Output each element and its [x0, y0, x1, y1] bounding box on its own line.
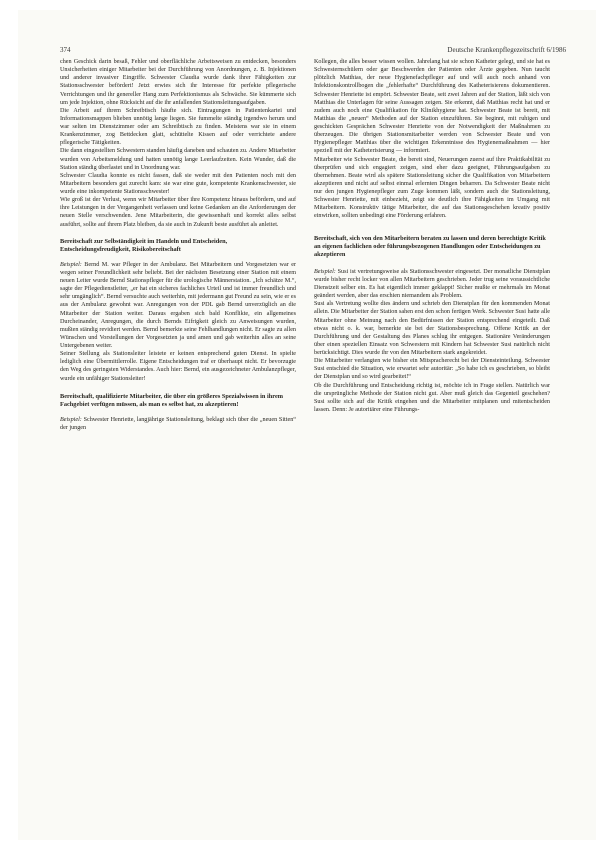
journal-header: Deutsche Krankenpflegezeitschrift 6/1986 [447, 46, 566, 54]
page-number: 374 [60, 46, 71, 54]
paragraph: Mitarbeiter wie Schwester Beate, die bereit sind, Neuerungen zuerst auf ihre Praktikabilität zu überprüfen und sich engagiert zeigen, sind eher dazu geeignet, Führungsaufgaben zu übernehmen. Beate wird als spätere Stationsleitung sicher die Qualifikation von Mitarbeitern akzeptieren und nicht auf selbst einmal erlernten Dingen beharren. Da Schwester Beate nicht nur den jungen Hygienepfleger zum Zuge kommen läßt, sondern auch die Stationsleitung, Schwester Henriette, mit einbezieht, zeigt sie deutlich ihre Fähigkeiten im Umgang mit Mitarbeitern. Konstruktiv tätige Mitarbeiter, die auf das Stationsgeschehen kreativ positiv einwirken, sollten unbedingt eine Förderung erfahren. [314, 156, 550, 220]
paragraph: Die dann eingestellten Schwestern standen häufig daneben und schauten zu. Andere Mitarbeiter wurden von Arbeitsmeldung und hatten unnötig lange Leerlaufzeiten. Kein Wunder, daß die Station ständig überlastet und in Unordnung war. [60, 148, 296, 171]
left-column [60, 58, 296, 432]
paragraph: Wie groß ist der Verlust, wenn wir Mitarbeiter über ihre Kompetenz hinaus befördern, und auf ihre Leistungen in der Vergangenheit verlassen und keine Gedanken an die Anforderungen der neuen Stelle verschwenden. Jene Mitarbeiterin, die gewissenhaft und korrekt alles selbst ausführt, sollte auf ihrem Platz bleiben, da sie auch in Zukunft beste ausführt als anleitet. [60, 197, 296, 228]
section-heading-kritik: Bereitschaft, sich von den Mitarbeitern beraten zu lassen und deren berechtigte Kritik an eigenen fachlichen oder führungsbezogenen Handlungen oder Entscheidungen zu akzeptieren [314, 234, 546, 258]
beispiel-label: Beispiel: [60, 261, 82, 268]
paragraph: Die Arbeit auf ihrem Schreibtisch häufte sich. Eintragungen in Patientenkartei und Informationsmappen blieben unnötig lange liegen. Sie fummelte ständig irgendwo herum und war selten im Dienstzimmer oder am Schreibtisch zu finden. Meistens war sie in einem Krankenzimmer, zog Bettdecken glatt, schüttelte Kissen auf oder verrichtete andere pflegerische Tätigkeiten. [60, 107, 296, 147]
right-column [314, 58, 550, 414]
example-paragraph [60, 416, 296, 432]
paragraph: Schwester Claudia konnte es nicht fassen, daß sie weder mit den Patienten noch mit den Mitarbeitern besonders gut zurecht kam: sie war eine gute, kompetente Krankenschwester, sie wurde eine inkompetente Stationsschwester! [60, 172, 296, 195]
beispiel-label: Beispiel: [314, 268, 336, 275]
paragraph: Die Mitarbeiter verlangten wie bisher ein Mitspracherecht bei der Diensteinteilung. Schwester Susi entschied die Situation, wie erwartet sehr autoritär: „So habe ich es geschrieben, so bleibt der Dienstplan und so wird gearbeitet!“ [314, 358, 550, 381]
beispiel-label: Beispiel: [60, 416, 82, 423]
section-heading-selbstaendigkeit: Bereitschaft zur Selbständigkeit im Handeln und Entscheiden, Entscheidungsfreudigkeit, Risikobereitschaft [60, 237, 228, 253]
section-heading-spezialwissen: Bereitschaft, qualifizierte Mitarbeiter, die über ein größeres Spezialwissen in ihrem Fachgebiet verfügen müssen, als man es selbst hat, zu akzeptieren! [60, 392, 283, 408]
example-text: Susi ist vertretungsweise als Stationsschwester eingesetzt. Der monatliche Dienstplan wurde bisher recht locker von allen Mitarbeitern geschrieben. Jeder trug seine voraussichtliche Dienstzeit selber ein. Es hat eigentlich immer geklappt! Sicher mußte er mehrmals im Monat geändert werden, aber das erschien niemandem als Problem. [314, 268, 550, 300]
example-text: Schwester Henriette, langjährige Stationsleitung, beklagt sich über die „neuen Sitten“ der jungen [60, 416, 296, 431]
paragraph: Kollegen, die alles besser wissen wollen. Jahrelang hat sie schon Katheter gelegt, und sie hat es Schwesternschülern oder gar Beschwerden der Patienten oder Ärzte gegeben. Nun taucht plötzlich Matthias, der neue Hygienefachpfleger auf und will auch noch anhand von Infektionskontrollbogen die „fehlerhafte“ Durchführung des Katheterisierens dokumentieren. Schwester Henriette ist empört. Schwester Beate, seit zwei Jahren auf der Station, läßt sich von Matthias die Unterlagen für seine Aussagen zeigen. Sie erkennt, daß Matthias recht hat und er zudem auch noch eine Qualifikation für Klinikhygiene hat. Schwester Beate ist bereit, mit Matthias die „neuen“ Methoden auf der Station einzuführen. Sie beginnt, mit ruhigen und geschickten Gesprächen Schwester Henriette von der Notwendigkeit der Maßnahmen zu überzeugen. Die übrigen Stationsmitarbeiter werden von Schwester Beate und von Hygienepfleger Matthias über die wichtigen Erkenntnisse des Hygienemaßnahmen — hier speziell mit der Katheterisierung — informiert. [314, 59, 550, 155]
example-text: Bernd M. war Pfleger in der Ambulanz. Bei Mitarbeitern und Vorgesetzten war er wegen seiner Freundlichkeit sehr beliebt. Bei der nächsten Besetzung einer Station mit einem neuen Leiter wurde Bernd Stationspfleger für die urologische Männerstation. „Ich schätze M.“, sagte der Pflegedienstleiter, „er hat ein sicheres fachliches Urteil und ist immer freundlich und sehr umgänglich“. Bernd versuchte auch weiterhin, mit jedermann gut Freund zu sein, wie er es aus der Ambulanz gewohnt war. Anregungen von der PDL gab Bernd unverzüglich an die Mitarbeiter der Station weiter. Daraus ergaben sich bald Konflikte, ein allgemeines Durcheinander, Anregungen, die durch Bernds Eifrigkeit gleich zu Anweisungen wurden, mußten ständig revidiert werden. Bernd bemerkte seine Fehlhandlungen nicht. Er sagte zu allen Wünschen und Vorstellungen der Vorgesetzten ja und amen und gab weiterhin alles an seine Untergebenen weiter. [60, 261, 296, 350]
paragraph: Seiner Stellung als Stationsleiter leistete er keinen entsprechend guten Dienst. In spielte lediglich eine Übermittlerrolle. Eigene Entscheidungen traf er überhaupt nicht. Er bevorzugte den Weg des geringsten Widerstandes. Auch hier: Bernd, ein ausgezeichneter Ambulanzpfleger, wurde ein unfähiger Stationsleiter! [60, 351, 296, 382]
scanned-page [18, 10, 596, 840]
paragraph: Ob die Durchführung und Entscheidung richtig ist, möchte ich in Frage stellen. Natürlich war die ursprüngliche Methode der Station nicht gut. Aber muß gleich das Gegenteil geschehen? Susi sollte sich auf die Kritik eingehen und die Mitarbeiter mitplanen und mitentscheiden lassen. Denn: Je autoritärer eine Führungs- [314, 382, 550, 413]
example-paragraph [60, 261, 296, 350]
paragraph: Susi als Vertretung wollte dies ändern und schrieb den Dienstplan für den kommenden Monat allein. Die Mitarbeiter der Station sahen erst den schon fertigen Werk. Schwester Susi hatte alle Mitarbeiter ohne Meinung nach den Bedürfnissen der Station entsprechend eingeteilt. Daß etwas nicht o. k. war, bemerkte sie bei der Stationsbesprechung. Offene Kritik an der Durchführung und der Gestaltung des Planes schlug ihr entgegen. Stationäre Veränderungen über einen speziellen Einsatz von Schwestern mit Kindern hat Schwester Susi natürlich nicht berücksichtigt. Dies wurde ihr von den Mitarbeitern stark angekreidet. [314, 301, 550, 357]
paragraph: chen Geschick darin besaß, Fehler und oberflächliche Arbeitsweisen zu entdecken, besonders Unsicherheiten einiger Mitarbeiter bei der Durchführung von Anordnungen, z. B. Injektionen und anderer invasiver Eingriffe. Schwester Claudia wurde dank ihrer Fähigkeiten zur Stationsschwester befördert! Jetzt erwies sich ihr Interesse für perfekte pflegerische Verrichtungen und ihr genereller Hang zum Perfektionismus als Schwäche. Sie kümmerte sich um jede Injektion, ohne Rücksicht auf die ihr anfallenden Stationsleitungsaufgaben. [60, 59, 296, 106]
example-paragraph [314, 268, 550, 301]
